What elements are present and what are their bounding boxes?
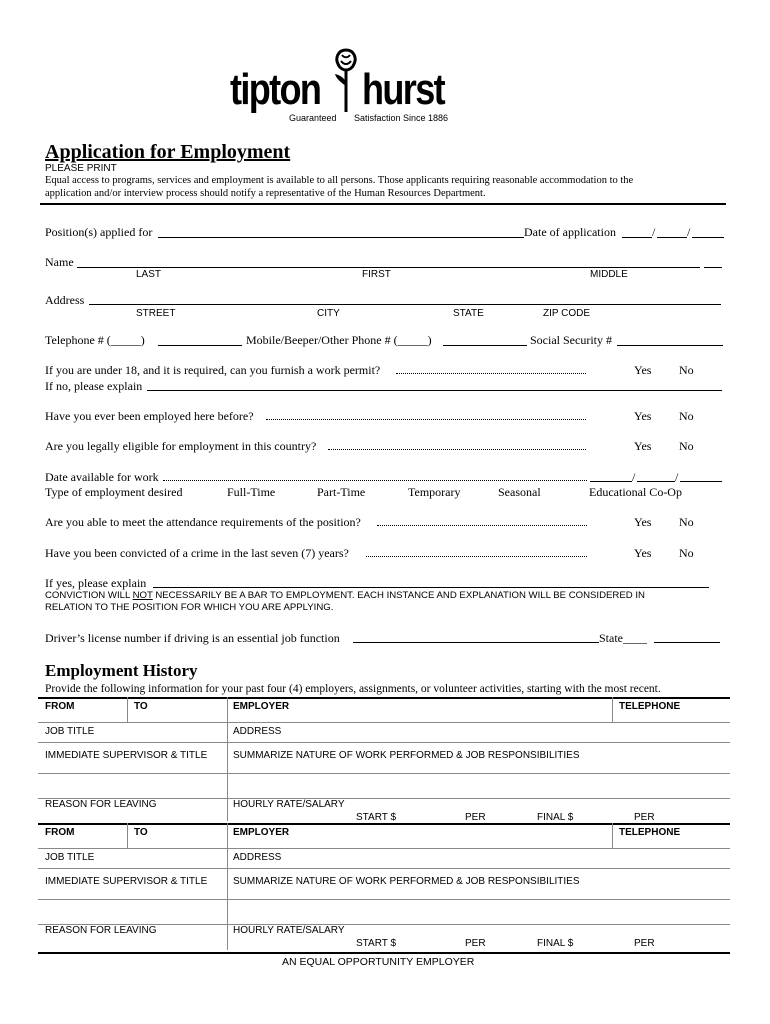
history-1-job-title[interactable]: JOB TITLE [45, 726, 95, 737]
eligible-yes[interactable]: Yes [634, 439, 652, 453]
history-1-per-2[interactable]: PER [634, 812, 655, 823]
history-2-start[interactable]: START $ [356, 938, 397, 949]
mobile-input[interactable] [443, 345, 527, 346]
address-city-caption: CITY [317, 308, 340, 319]
history-1-to[interactable]: TO [134, 701, 148, 712]
convicted-question: Have you been convicted of a crime in the last seven (7) years? [45, 546, 349, 560]
date-available-label: Date available for work [45, 470, 159, 484]
header-divider [40, 203, 726, 205]
history-2-rate[interactable]: HOURLY RATE/SALARY [233, 925, 345, 936]
history-1-rate[interactable]: HOURLY RATE/SALARY [233, 799, 345, 810]
page-title: Application for Employment [45, 141, 291, 163]
address-input[interactable] [89, 304, 721, 305]
under18-yes[interactable]: Yes [634, 363, 652, 377]
history-1-start[interactable]: START $ [356, 812, 397, 823]
logo-tagline-since: Satisfaction Since 1886 [354, 113, 449, 123]
if-yes-explain-input[interactable] [153, 587, 709, 588]
type-temporary[interactable]: Temporary [408, 485, 461, 499]
history-2-final[interactable]: FINAL $ [537, 938, 574, 949]
name-label: Name [45, 255, 74, 269]
ssn-label: Social Security # [530, 333, 612, 347]
attendance-yes[interactable]: Yes [634, 515, 652, 529]
please-print-note: PLEASE PRINT [45, 163, 117, 174]
address-state-caption: STATE [453, 308, 484, 319]
history-2-from[interactable]: FROM [45, 827, 75, 838]
license-input[interactable] [353, 642, 599, 643]
footer-equal-opportunity: AN EQUAL OPPORTUNITY EMPLOYER [282, 956, 475, 968]
employed-before-question: Have you ever been employed here before? [45, 409, 254, 423]
employment-history-intro: Provide the following information for your past four (4) employers, assignments, or volunteer activities, starting with the most recent. [45, 683, 661, 695]
available-year[interactable] [680, 481, 722, 482]
available-month[interactable] [590, 481, 632, 482]
type-employment-label: Type of employment desired [45, 485, 183, 499]
history-1-from[interactable]: FROM [45, 701, 75, 712]
conviction-not-emphasis: NOT [132, 590, 153, 601]
position-label: Position(s) applied for [45, 225, 153, 239]
if-no-explain-label: If no, please explain [45, 379, 143, 393]
name-input[interactable] [77, 267, 700, 268]
history-1-supervisor[interactable]: IMMEDIATE SUPERVISOR & TITLE [45, 750, 208, 761]
employment-history-title: Employment History [45, 661, 198, 680]
license-state-input[interactable] [654, 642, 720, 643]
attendance-no[interactable]: No [679, 515, 694, 529]
if-yes-explain-label: If yes, please explain [45, 576, 147, 590]
conviction-notice-line-1: CONVICTION WILL NOT NECESSARILY BE A BAR TO EMPLOYMENT. EACH INSTANCE AND EXPLANATION WILL BE CONSIDERED IN [45, 590, 645, 601]
license-state-label: State____ [599, 631, 647, 645]
position-input[interactable] [158, 237, 524, 238]
logo-tagline-guaranteed: Guaranteed [289, 113, 337, 123]
address-label: Address [45, 293, 85, 307]
history-2-address[interactable]: ADDRESS [233, 852, 282, 863]
history-1-final[interactable]: FINAL $ [537, 812, 574, 823]
name-suffix-input[interactable] [704, 267, 722, 268]
name-last-caption: LAST [136, 269, 162, 280]
history-1-telephone[interactable]: TELEPHONE [619, 701, 681, 712]
convicted-no[interactable]: No [679, 546, 694, 560]
telephone-label: Telephone # (_____) [45, 333, 145, 347]
name-first-caption: FIRST [362, 269, 391, 280]
app-date-year[interactable] [692, 237, 724, 238]
footer-rule [38, 952, 730, 954]
history-2-to[interactable]: TO [134, 827, 148, 838]
history-block-1-top-rule [38, 697, 730, 699]
history-2-supervisor[interactable]: IMMEDIATE SUPERVISOR & TITLE [45, 876, 208, 887]
ssn-input[interactable] [617, 345, 723, 346]
history-1-per-1[interactable]: PER [465, 812, 486, 823]
history-1-employer[interactable]: EMPLOYER [233, 701, 290, 712]
history-2-reason[interactable]: REASON FOR LEAVING [45, 925, 157, 936]
license-label: Driver’s license number if driving is an essential job function [45, 631, 340, 645]
attendance-question: Are you able to meet the attendance requirements of the position? [45, 515, 361, 529]
type-seasonal[interactable]: Seasonal [498, 485, 541, 499]
eligible-question: Are you legally eligible for employment in this country? [45, 439, 317, 453]
history-2-per-1[interactable]: PER [465, 938, 486, 949]
logo-word-left: tipton [230, 65, 321, 114]
conviction-notice-line-2: RELATION TO THE POSITION FOR WHICH YOU ARE APPLYING. [45, 602, 334, 613]
under18-no[interactable]: No [679, 363, 694, 377]
mobile-label: Mobile/Beeper/Other Phone # (_____) [246, 333, 432, 347]
history-1-reason[interactable]: REASON FOR LEAVING [45, 799, 157, 810]
under18-question: If you are under 18, and it is required, can you furnish a work permit? [45, 363, 381, 377]
rose-icon [330, 46, 362, 114]
convicted-yes[interactable]: Yes [634, 546, 652, 560]
equal-access-line-1: Equal access to programs, services and employment is available to all persons. Those applicants requiring reasonable accommodation to the [45, 175, 634, 186]
equal-access-line-2: application and/or interview process should notify a representative of the Human Resources Department. [45, 188, 486, 199]
logo-word-right: hurst [362, 65, 444, 114]
history-2-per-2[interactable]: PER [634, 938, 655, 949]
history-1-address[interactable]: ADDRESS [233, 726, 282, 737]
available-day[interactable] [637, 481, 675, 482]
eligible-no[interactable]: No [679, 439, 694, 453]
app-date-day[interactable] [657, 237, 687, 238]
history-2-job-title[interactable]: JOB TITLE [45, 852, 95, 863]
type-full-time[interactable]: Full-Time [227, 485, 276, 499]
type-coop[interactable]: Educational Co-Op [589, 485, 682, 499]
type-part-time[interactable]: Part-Time [317, 485, 366, 499]
employed-before-yes[interactable]: Yes [634, 409, 652, 423]
address-street-caption: STREET [136, 308, 176, 319]
name-middle-caption: MIDDLE [590, 269, 628, 280]
history-2-summary[interactable]: SUMMARIZE NATURE OF WORK PERFORMED & JOB RESPONSIBILITIES [233, 876, 580, 887]
date-of-application-label: Date of application [524, 225, 616, 239]
telephone-input[interactable] [158, 345, 242, 346]
history-block-2-top-rule [38, 823, 730, 825]
history-2-employer[interactable]: EMPLOYER [233, 827, 290, 838]
if-no-explain-input[interactable] [147, 390, 722, 391]
employed-before-no[interactable]: No [679, 409, 694, 423]
history-1-summary[interactable]: SUMMARIZE NATURE OF WORK PERFORMED & JOB RESPONSIBILITIES [233, 750, 580, 761]
history-2-telephone[interactable]: TELEPHONE [619, 827, 681, 838]
app-date-month[interactable] [622, 237, 652, 238]
address-zip-caption: ZIP CODE [543, 308, 591, 319]
